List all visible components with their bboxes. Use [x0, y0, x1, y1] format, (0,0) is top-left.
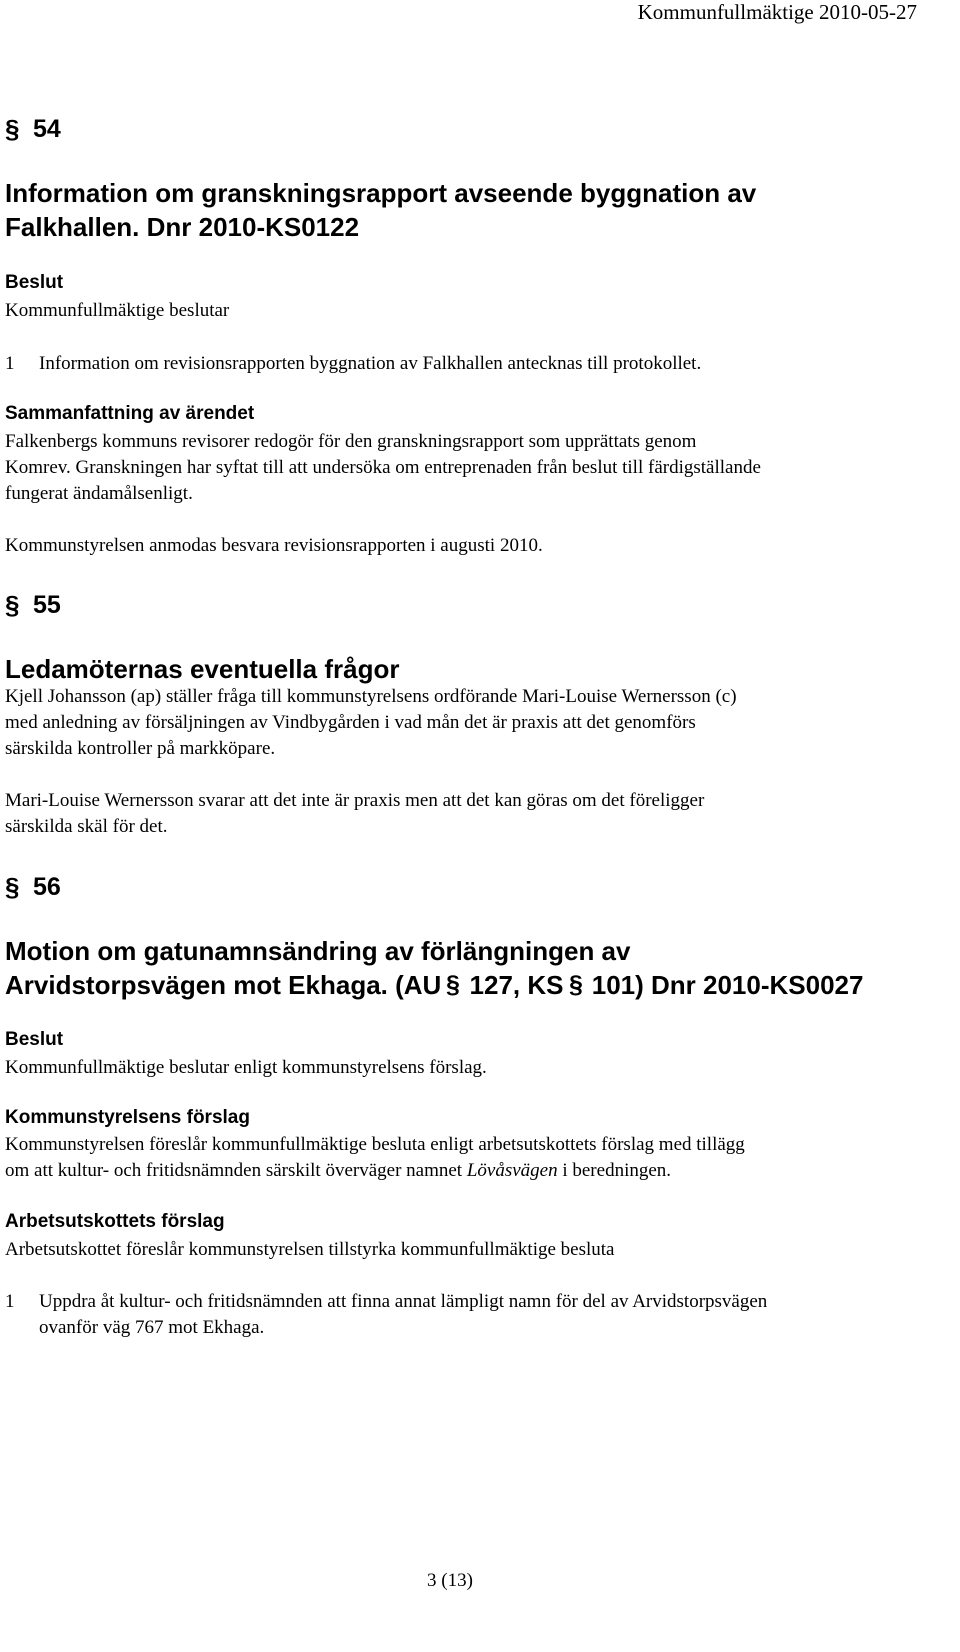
section-sign-icon	[5, 116, 20, 143]
section-55-number: § 55	[5, 591, 61, 619]
svg-text:§: §	[5, 592, 20, 619]
svg-text:§: §	[446, 972, 461, 997]
section-56-ks-heading: Kommunstyrelsens förslag	[5, 1107, 250, 1128]
section-54-beslut-heading: Beslut	[5, 272, 64, 293]
section-54-title: Information om granskningsrapport avseende byggnation av Falkhallen. Dnr 2010-KS0122	[5, 178, 757, 242]
page-header: Kommunfullmäktige 2010-05-27	[637, 0, 917, 24]
section-56-proposal-item: 1 Uppdra åt kultur- och fritidsnämnden att finna annat lämpligt namn för del av Arvidstorpsvägen ovanför väg 767 mot Ekhaga.	[5, 1291, 768, 1338]
section-56-beslut-text: Kommunfullmäktige beslutar enligt kommunstyrelsens förslag.	[5, 1057, 487, 1078]
section-sign-icon	[569, 972, 583, 997]
section-56-title: Motion om gatunamnsändring av förlängningen av Arvidstorpsvägen mot Ekhaga. (AU § 127, KS § 101) Dnr 2010-KS0027	[5, 936, 864, 1000]
section-54-summary-text: Falkenbergs kommuns revisorer redogör för den granskningsrapport som upprättats genom Komrev. Granskningen har syftat till att undersöka om entreprenaden från beslut till färdigställande fungerat ändamålsenligt.	[5, 431, 761, 504]
page-number: 3 (13)	[427, 1570, 473, 1591]
section-56-au-heading: Arbetsutskottets förslag	[5, 1211, 225, 1232]
section-sign-icon	[5, 874, 20, 901]
section-sign-icon	[446, 972, 460, 997]
section-54-summary-paragraph-2: Kommunstyrelsen anmodas besvara revisionsrapporten i augusti 2010.	[5, 535, 543, 556]
section-54-beslut-text: Kommunfullmäktige beslutar	[5, 300, 230, 321]
section-56-au-text: Arbetsutskottet föreslår kommunstyrelsen tillstyrka kommunfullmäktige besluta	[5, 1239, 615, 1260]
section-55-paragraph-2: Mari-Louise Wernersson svarar att det inte är praxis men att det kan göras om det föreligger särskilda skäl för det.	[5, 790, 705, 837]
section-54-decision-item: 1 Information om revisionsrapporten byggnation av Falkhallen antecknas till protokollet.	[5, 353, 702, 374]
section-56-beslut-heading: Beslut	[5, 1029, 64, 1050]
section-54-summary-heading: Sammanfattning av ärendet	[5, 403, 255, 424]
section-56-ks-text: Kommunstyrelsen föreslår kommunfullmäktige besluta enligt arbetsutskottets förslag med tillägg om att kultur- och fritidsnämnden särskilt överväger namnet Lövåsvägen i beredningen.	[5, 1134, 745, 1181]
svg-text:§: §	[568, 972, 583, 997]
svg-text:§: §	[5, 116, 20, 143]
section-55-paragraph-1: Kjell Johansson (ap) ställer fråga till kommunstyrelsens ordförande Mari-Louise Wernersson (c) med anledning av försäljningen av Vindbygården i vad mån det är praxis att det genomförs särskilda kontroller på markköpare.	[5, 686, 737, 759]
svg-text:§: §	[5, 874, 20, 901]
section-56-number: § 56	[5, 873, 61, 901]
section-54-number: § 54	[5, 115, 61, 143]
section-sign-icon	[5, 592, 20, 619]
section-55-title: Ledamöternas eventuella frågor	[5, 654, 400, 684]
